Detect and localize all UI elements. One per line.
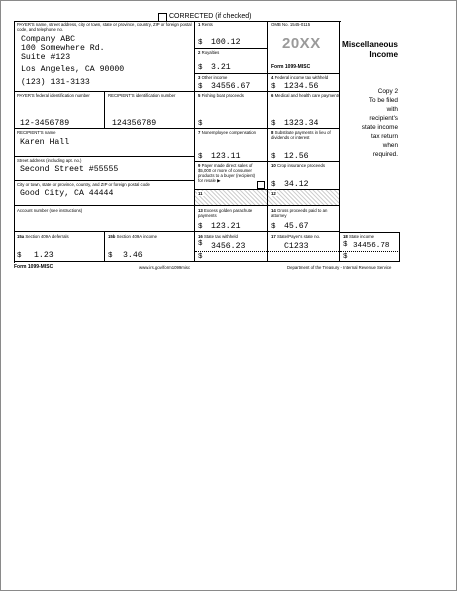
payer-fed-id[interactable]: 12-3456789 bbox=[20, 119, 70, 128]
payer-street[interactable]: 100 Somewhere Rd. bbox=[21, 44, 105, 53]
box-10-label: Crop insurance proceeds bbox=[276, 163, 325, 168]
box-1-label: Rents bbox=[201, 22, 213, 27]
box-16-state-tax bbox=[195, 232, 268, 262]
box-18-value[interactable]: 34456.78 bbox=[353, 242, 390, 250]
box-13-dollar: $ bbox=[198, 223, 203, 231]
box-3-dollar: $ bbox=[198, 83, 203, 91]
box-4-dollar: $ bbox=[271, 83, 276, 91]
box-9-direct-sales bbox=[195, 162, 268, 190]
box-2-royalties bbox=[195, 49, 268, 74]
box-9-label: Payer made direct sales of $5,000 or more of consumer products to a buyer (recipient) for resale ▶ bbox=[198, 163, 256, 183]
box-7-number: 7 bbox=[198, 130, 201, 135]
footer-url: www.irs.gov/form1099misc bbox=[139, 265, 191, 270]
box-11-reserved bbox=[195, 190, 268, 206]
box-8-number: 8 bbox=[271, 130, 274, 135]
omb-box bbox=[268, 21, 340, 74]
box-4-value[interactable]: 1234.56 bbox=[284, 82, 319, 91]
recipient-city-label: City or town, state or province, country, and ZIP or foreign postal code bbox=[17, 182, 150, 187]
recipient-name-label: RECIPIENT'S name bbox=[17, 130, 56, 135]
box-8-substitute bbox=[268, 129, 340, 162]
recipient-name-divider bbox=[14, 156, 194, 157]
recipient-name[interactable]: Karen Hall bbox=[20, 138, 70, 147]
copy-line-5: state income bbox=[361, 124, 398, 131]
box-4-number: 4 bbox=[271, 75, 274, 80]
box-7-label: Nonemployee compensation bbox=[201, 130, 257, 135]
box-10-value[interactable]: 34.12 bbox=[284, 180, 309, 189]
box-14-attorney bbox=[268, 206, 340, 232]
box-18-label: State income bbox=[348, 234, 375, 239]
omb-form-name: Form 1099-MISC bbox=[271, 64, 311, 70]
recipient-id-box bbox=[105, 92, 195, 129]
box-10-dollar: $ bbox=[271, 181, 276, 189]
box-14-value[interactable]: 45.67 bbox=[284, 222, 309, 231]
account-number-box bbox=[14, 206, 195, 232]
box-8-label: Substitute payments in lieu of dividends or interest bbox=[271, 130, 331, 140]
recipient-id[interactable]: 124356789 bbox=[112, 119, 157, 128]
box-1-number: 1 bbox=[198, 22, 201, 27]
box-3-other-income bbox=[195, 74, 268, 92]
box-18-divider bbox=[340, 251, 400, 252]
tax-year: 20XX bbox=[282, 35, 321, 52]
corrected-label: CORRECTED (if checked) bbox=[169, 13, 252, 20]
payer-box bbox=[14, 21, 195, 92]
box-7-value[interactable]: 123.11 bbox=[211, 152, 241, 161]
account-number-label: Account number (see instructions) bbox=[17, 208, 83, 213]
box-14-label: Gross proceeds paid to an attorney bbox=[271, 208, 328, 218]
box-15b-number: 15b bbox=[108, 234, 116, 239]
box-2-number: 2 bbox=[198, 50, 201, 55]
box-1-rents bbox=[195, 21, 268, 49]
box-6-label: Medical and health care payments bbox=[274, 93, 341, 98]
copy-line-4: recipient's bbox=[369, 115, 398, 122]
omb-number: OMB No. 1545-0115 bbox=[271, 22, 311, 27]
box-3-value[interactable]: 34556.67 bbox=[211, 82, 251, 91]
copy-line-6: tax return bbox=[371, 133, 398, 140]
recipient-city[interactable]: Good City, CA 44444 bbox=[20, 189, 114, 198]
box-18-dollar-2: $ bbox=[343, 253, 348, 261]
box-5-fishing bbox=[195, 92, 268, 129]
box-15a-label: Section 409A deferrals bbox=[25, 234, 69, 239]
box-14-dollar: $ bbox=[271, 223, 276, 231]
form-title-line1: Miscellaneous bbox=[342, 40, 398, 49]
recipient-street-label: Street address (including apt. no.) bbox=[17, 158, 82, 163]
payer-city[interactable]: Los Angeles, CA 90000 bbox=[21, 65, 125, 74]
box-17-divider bbox=[268, 251, 339, 252]
box-16-label: State tax withheld bbox=[203, 234, 238, 239]
copy-line-8: required. bbox=[372, 151, 398, 158]
box-3-label: Other income bbox=[201, 75, 228, 80]
box-15b-label: Section 409A income bbox=[116, 234, 157, 239]
payer-fed-id-label: PAYER'S federal identification number bbox=[17, 93, 90, 98]
box-1-value[interactable]: 100.12 bbox=[211, 38, 241, 47]
copy-line-1: Copy 2 bbox=[377, 88, 398, 95]
box-17-state-no bbox=[268, 232, 340, 262]
box-2-dollar: $ bbox=[198, 64, 203, 72]
box-16-value[interactable]: 3456.23 bbox=[211, 242, 246, 251]
recipient-street-divider bbox=[14, 180, 194, 181]
box-14-number: 14 bbox=[271, 208, 276, 213]
box-8-value[interactable]: 12.56 bbox=[284, 152, 309, 161]
box-9-checkbox[interactable] bbox=[257, 181, 265, 189]
box-16-dollar: $ bbox=[198, 240, 203, 248]
payer-name[interactable]: Company ABC bbox=[21, 35, 76, 44]
footer-form-name: Form 1099-MISC bbox=[14, 264, 54, 270]
box-18-state-income bbox=[340, 232, 400, 262]
box-3-number: 3 bbox=[198, 75, 201, 80]
box-7-nonemployee bbox=[195, 129, 268, 162]
box-12-reserved bbox=[268, 190, 340, 206]
copy-line-7: when bbox=[382, 142, 398, 149]
form-title-line2: Income bbox=[369, 50, 398, 59]
box-2-value[interactable]: 3.21 bbox=[211, 63, 231, 72]
box-15a-dollar: $ bbox=[17, 252, 22, 260]
box-10-number: 10 bbox=[271, 163, 276, 168]
box-2-label: Royalties bbox=[201, 50, 220, 55]
box-18-number: 18 bbox=[343, 234, 348, 239]
box-12-number: 12 bbox=[271, 191, 276, 196]
box-15a-value[interactable]: 1.23 bbox=[34, 251, 54, 260]
box-13-number: 13 bbox=[198, 208, 203, 213]
box-1-dollar: $ bbox=[198, 39, 203, 47]
box-15b-income bbox=[105, 232, 195, 262]
box-10-crop bbox=[268, 162, 340, 190]
box-15a-number: 15a bbox=[17, 234, 25, 239]
recipient-street[interactable]: Second Street #55555 bbox=[20, 165, 119, 174]
copy-line-2: To be filed bbox=[368, 97, 398, 104]
recipient-box bbox=[14, 129, 195, 206]
box-13-value[interactable]: 123.21 bbox=[211, 222, 241, 231]
footer-department: Department of the Treasury - Internal Revenue Service bbox=[287, 265, 392, 270]
box-8-dollar: $ bbox=[271, 153, 276, 161]
box-6-medical bbox=[268, 92, 340, 129]
box-13-label: Excess golden parachute payments bbox=[198, 208, 253, 218]
copy-line-3: with bbox=[386, 106, 398, 113]
payer-phone[interactable]: (123) 131-3133 bbox=[21, 78, 90, 87]
recipient-id-label: RECIPIENT'S identification number bbox=[108, 93, 176, 98]
box-17-value[interactable]: C1233 bbox=[284, 242, 309, 251]
box-6-dollar: $ bbox=[271, 120, 276, 128]
box-15b-dollar: $ bbox=[108, 252, 113, 260]
box-16-dollar-2: $ bbox=[198, 253, 203, 261]
box-9-number: 9 bbox=[198, 163, 201, 168]
box-4-label: Federal income tax withheld bbox=[274, 75, 329, 80]
box-16-number: 16 bbox=[198, 234, 203, 239]
payer-label: PAYER'S name, street address, city or town, state or province, country, ZIP or foreign postal code, and telephone no. bbox=[17, 22, 192, 32]
box-6-value[interactable]: 1323.34 bbox=[284, 119, 319, 128]
box-18-dollar: $ bbox=[343, 241, 348, 249]
box-15b-value[interactable]: 3.46 bbox=[123, 251, 143, 260]
box-7-dollar: $ bbox=[198, 153, 203, 161]
box-5-label: Fishing boat proceeds bbox=[201, 93, 244, 98]
box-4-federal-tax bbox=[268, 74, 340, 92]
box-6-number: 6 bbox=[271, 93, 274, 98]
box-17-number: 17 bbox=[271, 234, 276, 239]
box-13-parachute bbox=[195, 206, 268, 232]
copy-2-notice bbox=[340, 87, 398, 159]
payer-fed-id-box bbox=[14, 92, 105, 129]
box-15a-deferrals bbox=[14, 232, 105, 262]
box-5-number: 5 bbox=[198, 93, 201, 98]
box-5-dollar: $ bbox=[198, 120, 203, 128]
box-16-divider bbox=[195, 251, 267, 252]
box-17-label: State/Payer's state no. bbox=[276, 234, 321, 239]
payer-suite[interactable]: Suite #123 bbox=[21, 53, 71, 62]
box-11-number: 11 bbox=[198, 191, 203, 196]
